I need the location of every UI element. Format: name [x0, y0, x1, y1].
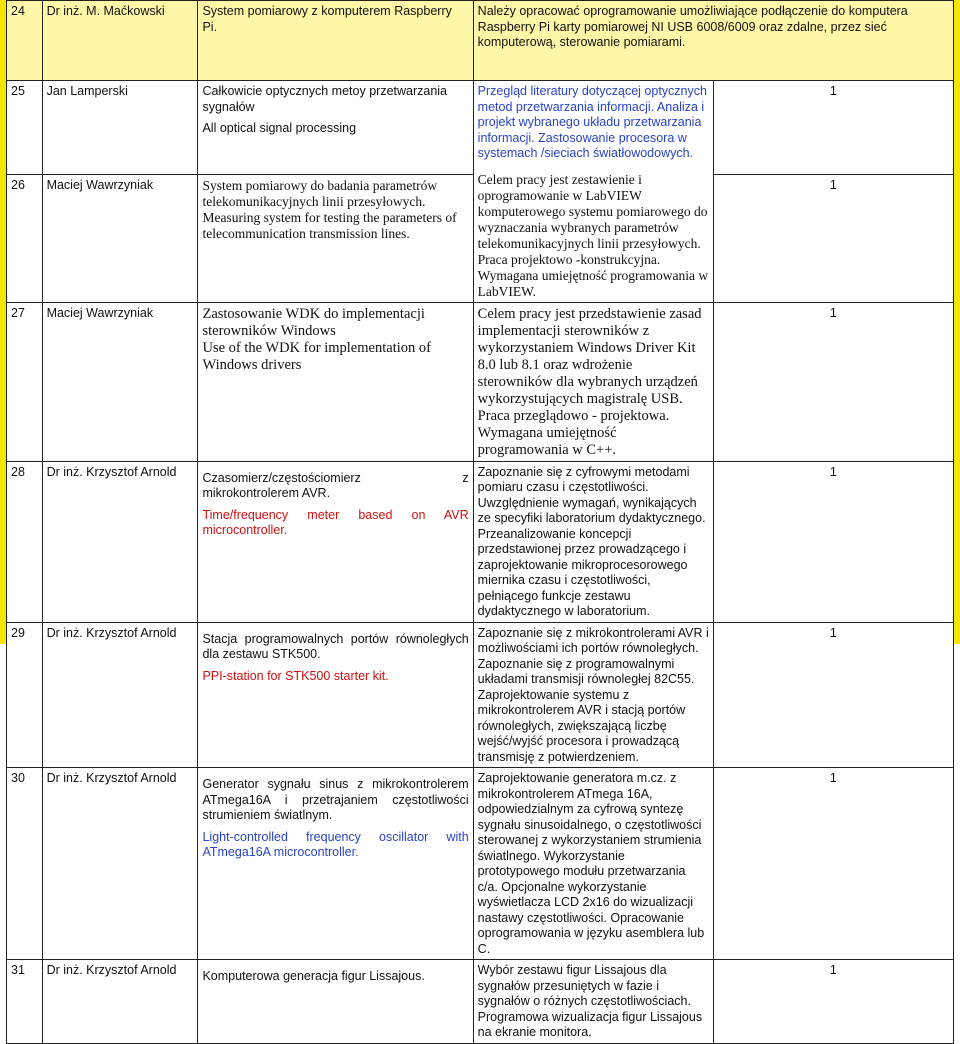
student-count: 1 — [713, 81, 953, 175]
topic-title-english: Measuring system for testing the parameters of telecommunication transmission lines. — [202, 209, 457, 241]
topic-description: Zapoznanie się z cyfrowymi metodami pomiaru czasu i częstotliwości. Uwzględnienie wymagań, wynikających ze specyfiki laboratorium dydaktycznego. Przeanalizowanie koncepcji przedstawionej przez prowadzącego i zaprojektowanie mikroprocesorowego miernika czasu i częstotliwości, pełniącego funkcje zestawu dydaktycznego w laboratorium. — [473, 461, 713, 622]
topic-title-english: PPI-station for STK500 starter kit. — [202, 668, 389, 683]
supervisor-name: Jan Lamperski — [42, 81, 198, 175]
topic-description: Należy opracować oprogramowanie umożliwiające podłączenie do komputera Raspberry Pi karty pomiarowej NI USB 6008/6009 oraz zdalne, przez sieć komputerową, sterowanie pomiarami. — [473, 1, 953, 81]
topic-title: System pomiarowy do badania parametrów telekomunikacyjnych linii przesyłowych. — [202, 177, 438, 209]
student-count: 1 — [713, 174, 953, 302]
supervisor-name: Dr inż. Krzysztof Arnold — [42, 622, 198, 768]
row-number: 31 — [7, 960, 43, 1044]
row-number: 27 — [7, 302, 43, 461]
row-number: 25 — [7, 81, 43, 175]
thesis-topics-table — [6, 0, 954, 1044]
topic-title-cell — [198, 81, 473, 175]
topic-title-cell — [198, 768, 473, 960]
topic-description: Zapoznanie się z mikrokontrolerami AVR i możliwościami ich portów równoległych. Zapoznanie się z programowalnymi układami transmisji równoległej 82C55. Zaprojektowanie systemu z mikrokontrolerem AVR i stacją portów równoległych, zwiększającą liczbę wejść/wyjść procesora i prowadzącą transmisję z potwierdzeniem. — [473, 622, 713, 768]
row-number: 24 — [7, 1, 43, 81]
table-row — [7, 1, 954, 81]
table-row — [7, 768, 954, 960]
topic-title: Stacja programowalnych portów równoległych dla zestawu STK500. — [202, 631, 469, 661]
topic-title: Generator sygnału sinus z mikrokontrolerem ATmega16A i przetrajaniem częstotliwości strumieniem światlnym. — [202, 777, 469, 822]
topic-title: Komputerowa generacja figur Lissajous. — [202, 969, 425, 983]
topic-title-cell — [198, 461, 473, 622]
topic-description-text: Celem pracy jest zestawienie i oprogramowanie w LabVIEW komputerowego systemu pomiarowego do wyznaczania wybranych parametrów telekomunikacyjnych linii przesyłowych. Praca projektowo -konstrukcyjna. Wymagana umiejętność programowania w LabVIEW. — [477, 171, 709, 299]
topic-title: Czasomierz/częstościomierz z mikrokontrolerem AVR. — [202, 470, 469, 500]
topic-title-cell — [198, 960, 473, 1044]
row-number: 30 — [7, 768, 43, 960]
topic-description: Wybór zestawu figur Lissajous dla sygnałów przesuniętych w fazie i sygnałów o różnych częstotliwościach. Programowa wizualizacja figur Lissajous na ekranie monitora. — [473, 960, 713, 1044]
topic-title-cell — [198, 174, 473, 302]
row-number: 28 — [7, 461, 43, 622]
topic-title: Całkowicie optycznych metoy przetwarzania sygnałów — [202, 84, 448, 114]
topic-description: Celem pracy jest przedstawienie zasad implementacji sterowników z wykorzystaniem Windows Driver Kit 8.0 lub 8.1 oraz wdrożenie sterowników dla wybranych urządzeń wykorzystujących magistralę USB. Praca przeglądowo - projektowa. Wymagana umiejętność programowania w C++. — [473, 302, 713, 461]
student-count: 1 — [713, 960, 953, 1044]
topic-title-english: Use of the WDK for implementation of Windows drivers — [202, 339, 431, 373]
topic-title-cell — [198, 302, 473, 461]
row-number: 26 — [7, 174, 43, 302]
table-row — [7, 302, 954, 461]
topic-title-english: Time/frequency meter based on AVR microcontroller. — [202, 507, 469, 537]
student-count: 1 — [713, 461, 953, 622]
topic-description-text: Przegląd literatury dotyczącej optycznych metod przetwarzania informacji. Analiza i projekt wybranego układu przetwarzania informacji. Zastosowanie procesora w systemach /sieciach światłowodowych. — [477, 84, 707, 160]
topic-description — [473, 81, 713, 303]
supervisor-name: Dr inż. Krzysztof Arnold — [42, 768, 198, 960]
student-count: 1 — [713, 768, 953, 960]
topic-description: Zaprojektowanie generatora m.cz. z mikrokontrolerem ATmega 16A, odpowiedzialnym za cyfrową syntezę sygnału sinusoidalnego, o częstotliwości sterowanej z wykorzystaniem strumienia światlnego. Wykorzystanie prototypowego modułu przetwarzania c/a. Opcjonalne wykorzystanie wyświetlacza LCD 2x16 do wizualizacji nastawy częstotliwości. Opracowanie oprogramowania w języku asemblera lub C. — [473, 768, 713, 960]
topic-title: Zastosowanie WDK do implementacji sterowników Windows — [202, 305, 425, 339]
table-row — [7, 461, 954, 622]
supervisor-name: Dr inż. Krzysztof Arnold — [42, 461, 198, 622]
topic-title-english: All optical signal processing — [202, 121, 357, 135]
table-row — [7, 960, 954, 1044]
topic-title: System pomiarowy z komputerem Raspberry Pi. — [198, 1, 473, 81]
supervisor-name: Dr inż. M. Maćkowski — [42, 1, 198, 81]
student-count: 1 — [713, 302, 953, 461]
table-row — [7, 81, 954, 175]
supervisor-name: Maciej Wawrzyniak — [42, 174, 198, 302]
right-highlight-bar — [954, 0, 960, 644]
row-number: 29 — [7, 622, 43, 768]
topic-title-english: Light-controlled frequency oscillator with ATmega16A microcontroller. — [202, 829, 469, 859]
supervisor-name: Dr inż. Krzysztof Arnold — [42, 960, 198, 1044]
student-count: 1 — [713, 622, 953, 768]
supervisor-name: Maciej Wawrzyniak — [42, 302, 198, 461]
